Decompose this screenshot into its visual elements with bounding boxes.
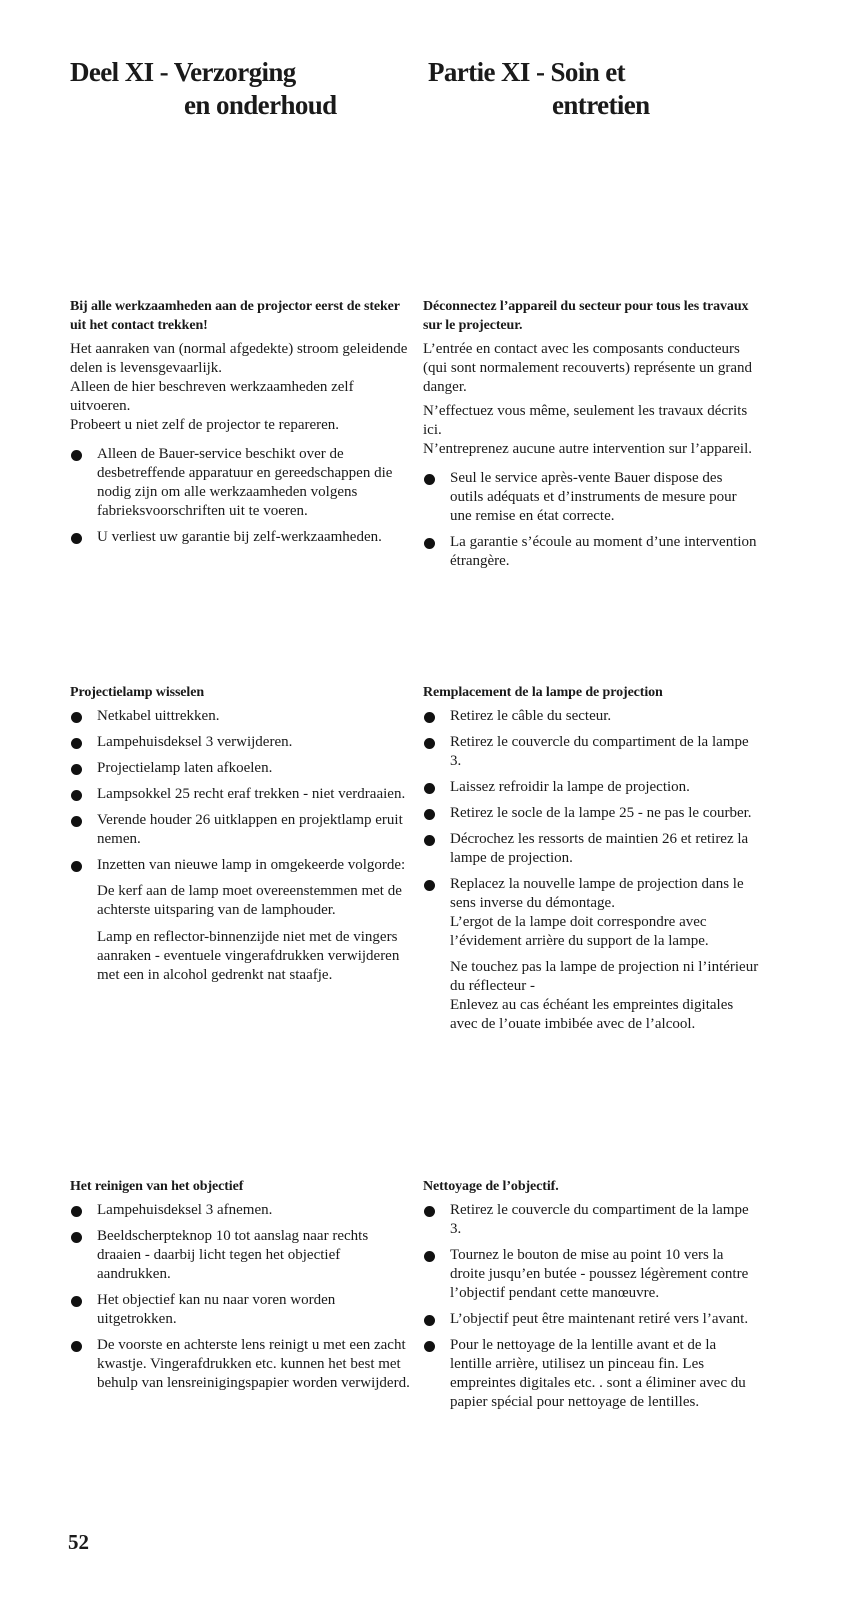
list-item <box>70 1227 415 1284</box>
list-item-text: Retirez le socle de la lampe 25 - ne pas le courber. <box>450 805 752 821</box>
list-item <box>423 533 758 571</box>
list-item-text: Pour le nettoyage de la lentille avant et de la lentille arrière, utilisez un pinceau fin. Les empreintes digitales etc. . sont a éliminer avec du papier spécial pour nettoyage de lentilles. <box>450 1337 746 1410</box>
bullet-icon <box>424 835 435 846</box>
list-item-text: Beeldscherpteknop 10 tot aanslag naar rechts draaien - daarbij licht tegen het objectief aandrukken. <box>97 1228 369 1282</box>
list-item-text: L’objectif peut être maintenant retiré vers l’avant. <box>450 1311 749 1327</box>
list-item <box>70 785 415 804</box>
bullet-list <box>423 469 758 571</box>
list-item-text: Netkabel uittrekken. <box>97 708 220 724</box>
bullet-icon <box>71 450 82 461</box>
note-paragraph: Lamp en reflector-binnenzijde niet met de vingers aanraken - eventuele vingerafdrukken verwijderen met een in alcohol gedrenkt nat staafje. <box>97 929 400 983</box>
title-line: en onderhoud <box>184 90 337 120</box>
list-item-text: U verliest uw garantie bij zelf-werkzaamheden. <box>97 529 382 545</box>
list-item-text: Décrochez les ressorts de maintien 26 et retirez la lampe de projection. <box>450 831 749 866</box>
section-heading: Déconnectez l’appareil du secteur pour tous les travaux sur le projecteur. <box>423 299 749 333</box>
section-heading: Het reinigen van het objectief <box>70 1179 244 1194</box>
title-line: Partie XI - Soin et <box>428 57 626 87</box>
list-item-text: Lampehuisdeksel 3 afnemen. <box>97 1202 273 1218</box>
bullet-icon <box>424 1251 435 1262</box>
list-item <box>423 804 763 823</box>
list-item-text: Retirez le couvercle du compartiment de la lampe 3. <box>450 734 749 769</box>
list-item-text: Inzetten van nieuwe lamp in omgekeerde volgorde: <box>97 857 406 873</box>
list-item <box>70 445 415 521</box>
paragraph: Het aanraken van (normal afgedekte) stroom geleidende delen is levensgevaarlijk. <box>70 341 408 376</box>
bullet-icon <box>424 474 435 485</box>
list-item <box>70 707 415 726</box>
lamp-section-dutch <box>70 683 415 993</box>
lens-section-dutch <box>70 1177 415 1400</box>
list-item <box>70 811 415 849</box>
title-french <box>428 56 658 122</box>
bullet-list <box>423 707 763 951</box>
bullet-icon <box>424 538 435 549</box>
list-item-text: Het objectief kan nu naar voren worden uitgetrokken. <box>97 1292 336 1327</box>
list-item <box>70 733 415 752</box>
section-heading: Bij alle werkzaamheden aan de projector eerst de steker uit het contact trekken! <box>70 299 400 333</box>
list-item-text: Seul le service après-vente Bauer dispose des outils adéquats et d’instruments de mesure pour une remise en état correcte. <box>450 470 737 524</box>
bullet-icon <box>424 880 435 891</box>
title-line: entretien <box>552 90 650 120</box>
list-item <box>423 707 763 726</box>
title-line: Deel XI - Verzorging <box>70 57 296 87</box>
list-item-text: Lampsokkel 25 recht eraf trekken - niet verdraaien. <box>97 786 406 802</box>
list-item-text: Tournez le bouton de mise au point 10 vers la droite jusqu’en butée - poussez légèrement contre l’objectif pendant cette manœuvre. <box>450 1247 749 1301</box>
warning-section-dutch <box>70 297 415 554</box>
paragraph: L’entrée en contact avec les composants conducteurs (qui sont normalement recouverts) représente un grand danger. <box>423 341 753 395</box>
bullet-icon <box>424 712 435 723</box>
bullet-list <box>70 707 415 875</box>
bullet-icon <box>71 861 82 872</box>
list-item <box>423 875 763 951</box>
bullet-icon <box>71 1232 82 1243</box>
list-item-text: De voorste en achterste lens reinigt u met een zacht kwastje. Vingerafdrukken etc. kunnen het best met behulp van lensreinigingspapier worden verwijderd. <box>97 1337 410 1391</box>
list-item-text: Projectielamp laten afkoelen. <box>97 760 273 776</box>
bullet-icon <box>71 533 82 544</box>
list-item-text: Retirez le câble du secteur. <box>450 708 612 724</box>
lamp-section-french <box>423 683 763 1042</box>
section-heading: Nettoyage de l’objectif. <box>423 1179 559 1194</box>
paragraph: N’entreprenez aucune autre intervention sur l’appareil. <box>423 441 753 457</box>
list-item <box>423 1310 753 1329</box>
list-item-text: Replacez la nouvelle lampe de projection dans le sens inverse du démontage. L’ergot de la lampe doit correspondre avec l’évidement arrière du support de la lampe. <box>450 876 744 949</box>
note-paragraph: Ne touchez pas la lampe de projection ni l’intérieur du réflecteur - Enlevez au cas échéant les empreintes digitales avec de l’ouate imbibée avec de l’alcool. <box>450 959 759 1032</box>
section-heading: Remplacement de la lampe de projection <box>423 685 663 700</box>
bullet-icon <box>71 764 82 775</box>
list-item <box>70 1291 415 1329</box>
list-item <box>423 778 763 797</box>
bullet-list <box>70 445 415 547</box>
note-paragraph: De kerf aan de lamp moet overeenstemmen met de achterste uitsparing van de lamphouder. <box>97 883 402 918</box>
bullet-icon <box>71 738 82 749</box>
bullet-icon <box>71 790 82 801</box>
bullet-icon <box>424 1341 435 1352</box>
list-item <box>70 1201 415 1220</box>
list-item <box>423 1336 753 1412</box>
list-item-text: Verende houder 26 uitklappen en projektlamp eruit nemen. <box>97 812 403 847</box>
bullet-icon <box>424 809 435 820</box>
warning-section-french <box>423 297 758 578</box>
list-item-text: La garantie s’écoule au moment d’une intervention étrangère. <box>450 534 757 569</box>
bullet-list <box>70 1201 415 1393</box>
bullet-icon <box>71 1341 82 1352</box>
list-item <box>423 830 763 868</box>
list-item <box>423 1201 753 1239</box>
bullet-icon <box>71 816 82 827</box>
bullet-icon <box>424 1315 435 1326</box>
list-item-text: Lampehuisdeksel 3 verwijderen. <box>97 734 293 750</box>
list-item <box>70 528 415 547</box>
bullet-icon <box>424 738 435 749</box>
list-item-text: Laissez refroidir la lampe de projection. <box>450 779 690 795</box>
paragraph: Probeert u niet zelf de projector te repareren. <box>70 417 340 433</box>
bullet-icon <box>71 1296 82 1307</box>
list-item-text: Alleen de Bauer-service beschikt over de desbetreffende apparatuur en gereedschappen die nodig zijn om alle werkzaamheden volgens fabrieksvoorschriften uit te voeren. <box>97 446 393 519</box>
list-item-text: Retirez le couvercle du compartiment de la lampe 3. <box>450 1202 749 1237</box>
bullet-icon <box>71 1206 82 1217</box>
bullet-icon <box>71 712 82 723</box>
title-dutch <box>70 56 340 122</box>
page-number: 52 <box>68 1530 89 1554</box>
paragraph: N’effectuez vous même, seulement les travaux décrits ici. <box>423 403 748 438</box>
bullet-icon <box>424 783 435 794</box>
list-item <box>423 733 763 771</box>
list-item <box>70 759 415 778</box>
list-item <box>70 856 415 875</box>
list-item <box>70 1336 415 1393</box>
section-heading: Projectielamp wisselen <box>70 685 205 700</box>
bullet-list <box>423 1201 753 1412</box>
lens-section-french <box>423 1177 753 1419</box>
list-item <box>423 1246 753 1303</box>
bullet-icon <box>424 1206 435 1217</box>
list-item <box>423 469 758 526</box>
paragraph: Alleen de hier beschreven werkzaamheden zelf uitvoeren. <box>70 379 354 414</box>
